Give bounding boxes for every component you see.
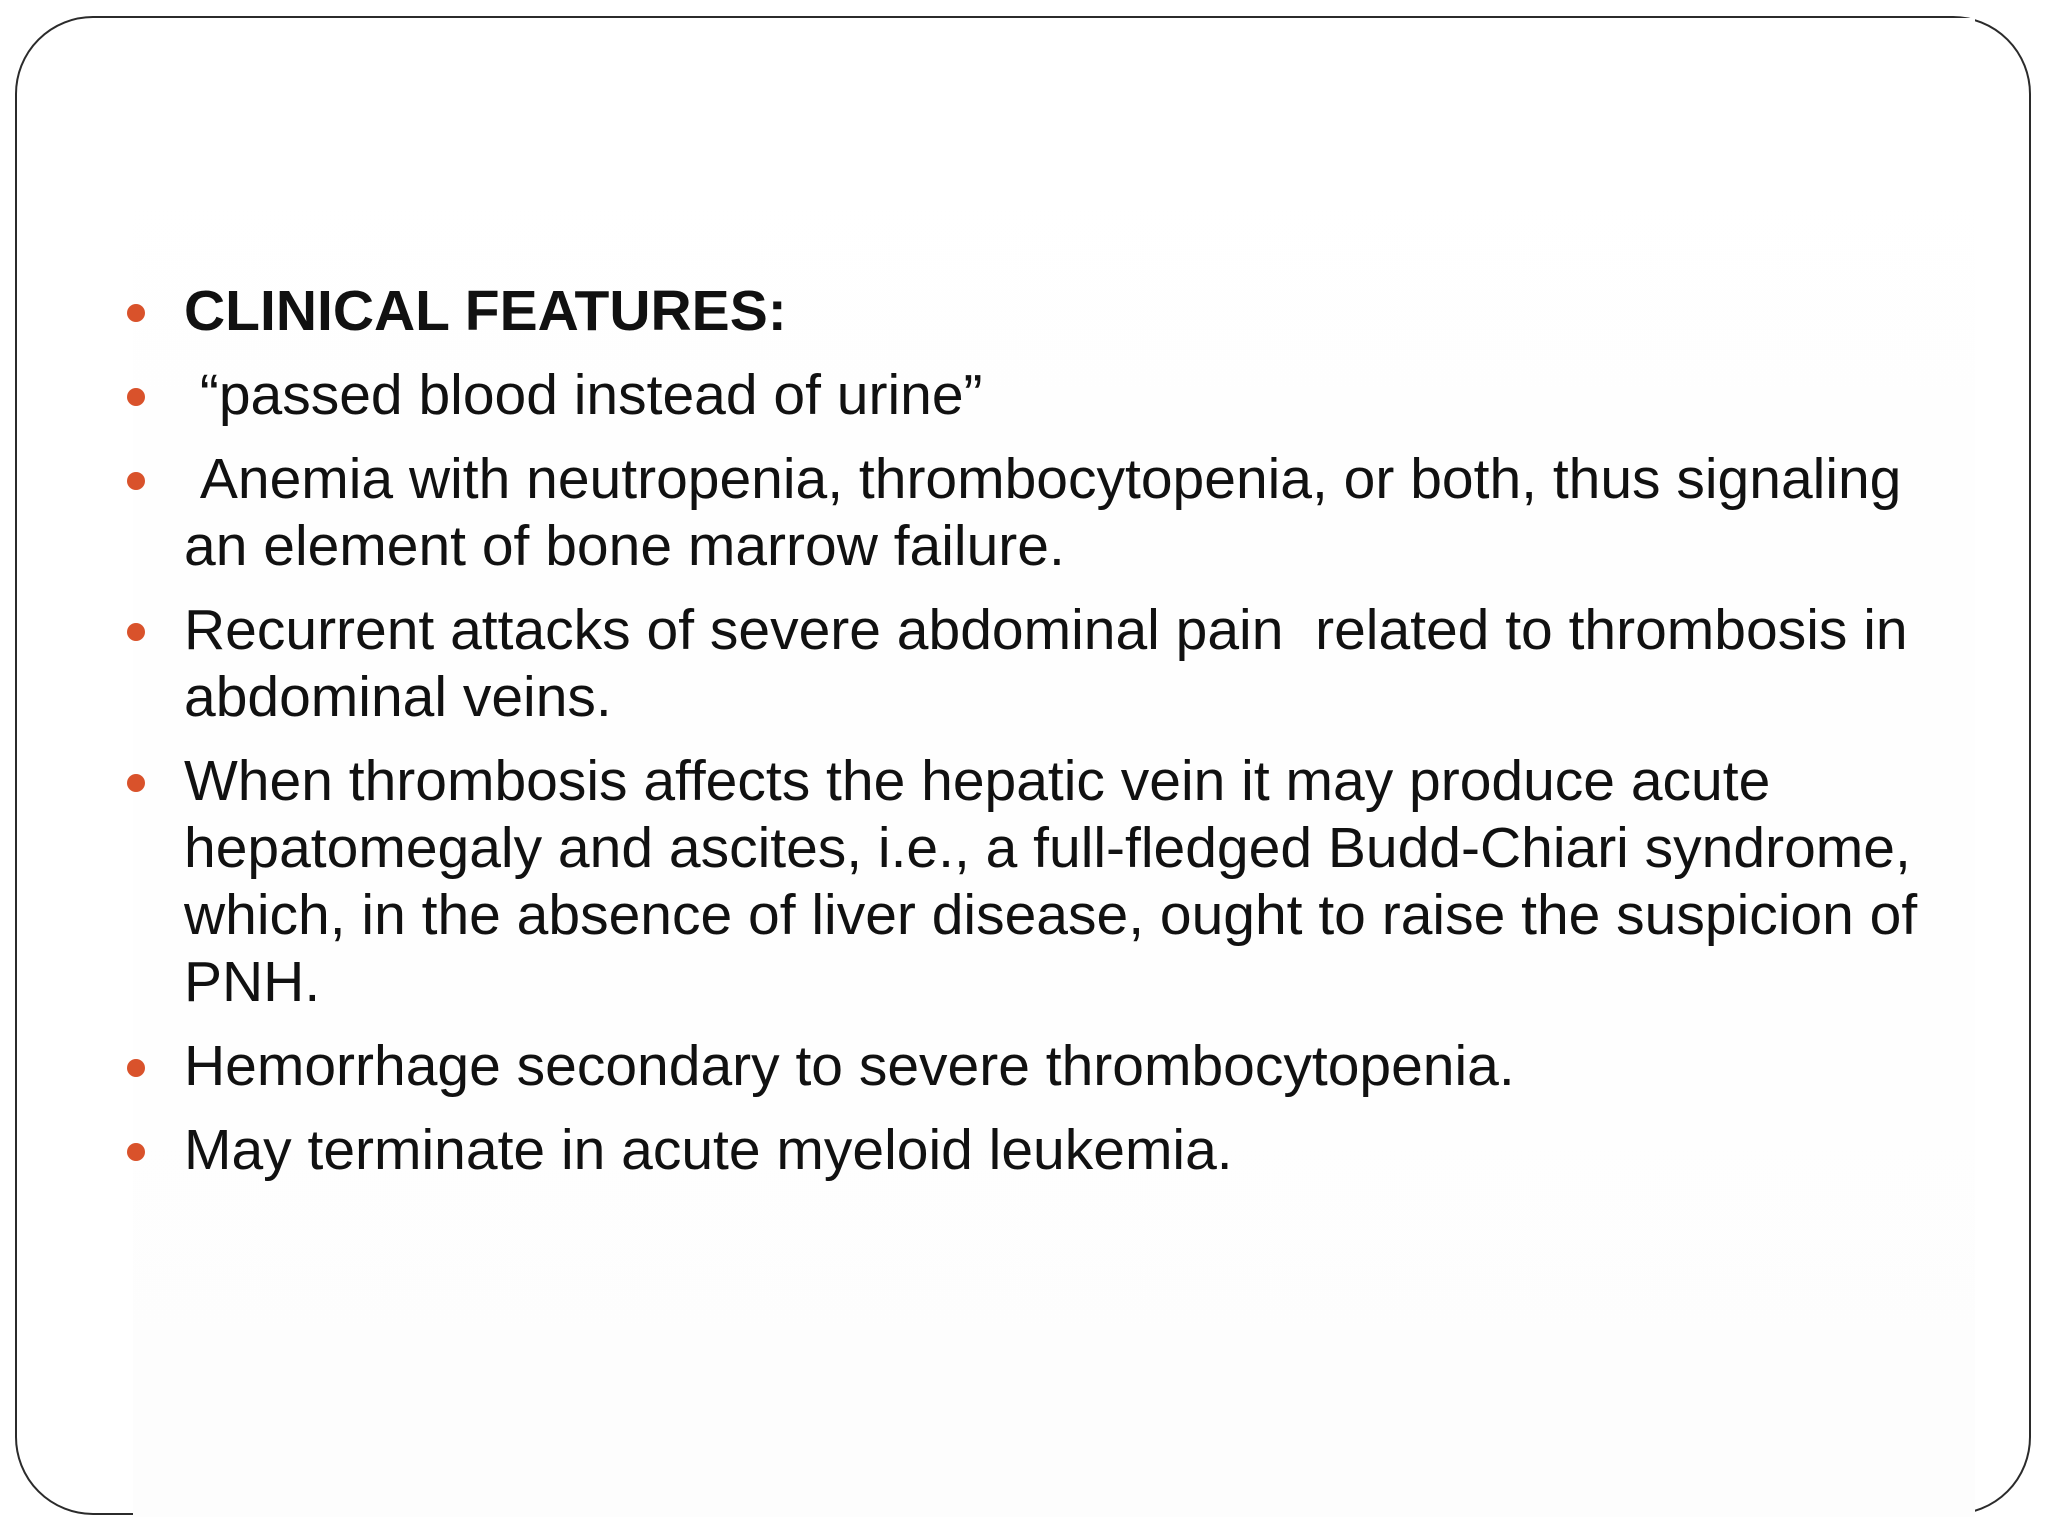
bullet-item-leukemia <box>118 1117 1938 1184</box>
bullet-text: May terminate in acute myeloid leukemia. <box>184 1118 1233 1182</box>
bullet-item-anemia <box>118 446 1938 580</box>
bullet-item-abdominal-pain <box>118 597 1938 731</box>
bullet-icon <box>127 774 145 792</box>
bullet-icon <box>127 1059 145 1077</box>
bullet-icon <box>127 1143 145 1161</box>
bullet-list <box>118 278 1938 1201</box>
bullet-text: Recurrent attacks of severe abdominal pain related to thrombosis in abdominal veins. <box>184 598 1924 729</box>
bullet-text: “passed blood instead of urine” <box>184 363 983 427</box>
bullet-item-hemorrhage <box>118 1033 1938 1100</box>
bullet-text: Hemorrhage secondary to severe thrombocytopenia. <box>184 1034 1515 1098</box>
bullet-icon <box>127 623 145 641</box>
bullet-item-passed-blood <box>118 362 1938 429</box>
bullet-icon <box>127 388 145 406</box>
bullet-text: Anemia with neutropenia, thrombocytopenia, or both, thus signaling an element of bone marrow failure. <box>184 447 1918 578</box>
bullet-item-clinical-features <box>118 278 1938 345</box>
bullet-item-hepatic-vein <box>118 748 1938 1016</box>
bullet-icon <box>127 472 145 490</box>
bullet-text: When thrombosis affects the hepatic vein it may produce acute hepatomegaly and ascites, i.e., a full-fledged Budd-Chiari syndrome, which, in the absence of liver disease, ought to raise the suspicion of PNH. <box>184 749 1934 1014</box>
bullet-icon <box>127 304 145 322</box>
bullet-text: CLINICAL FEATURES: <box>184 279 787 343</box>
